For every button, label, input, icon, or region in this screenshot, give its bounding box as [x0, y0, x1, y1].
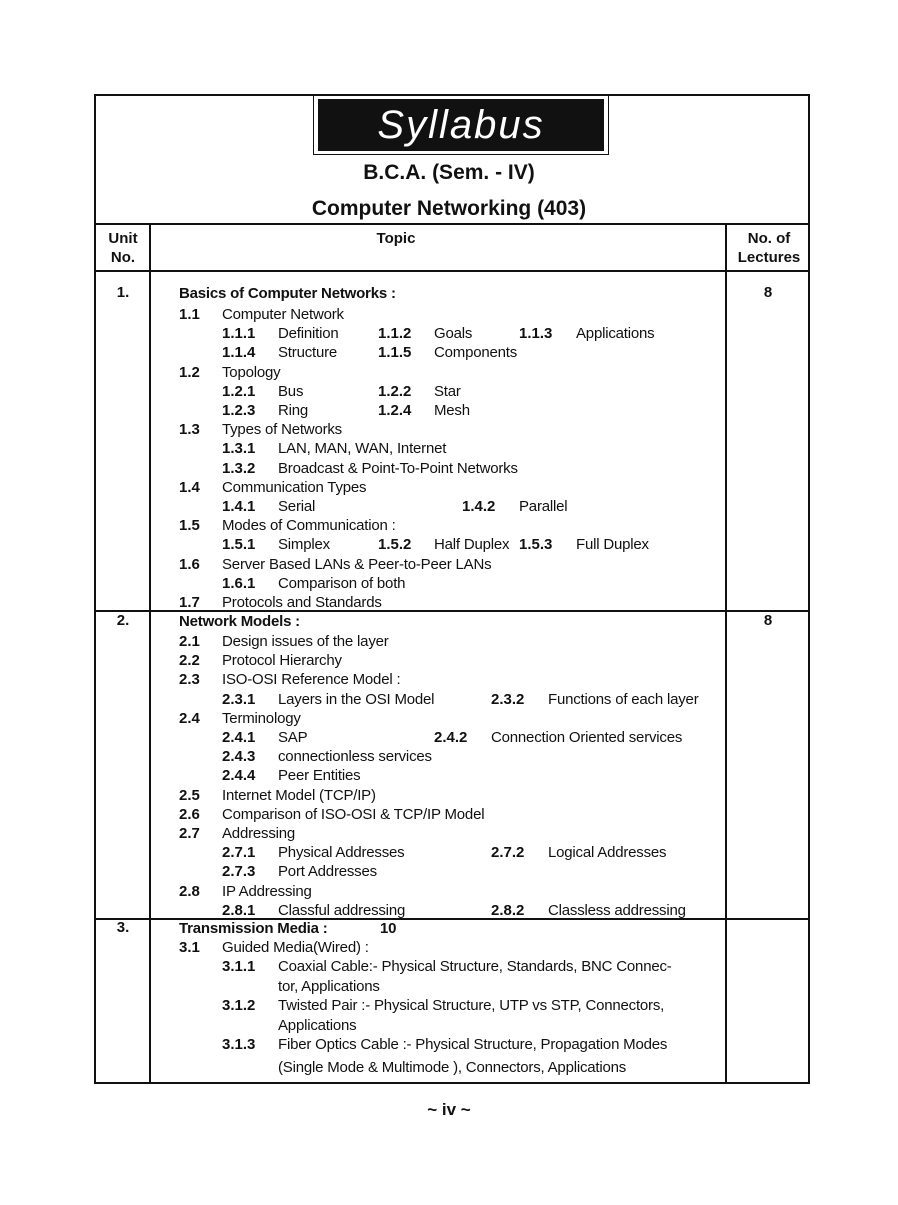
subtopic-text: Parallel	[519, 498, 568, 515]
topic-number: 2.1	[179, 633, 200, 650]
topic-text: Addressing	[222, 825, 296, 842]
topic-number: 1.1	[179, 306, 200, 323]
subtopic-text: Connection Oriented services	[491, 729, 683, 746]
subtopic-number: 2.7.2	[491, 844, 525, 861]
subtopic-number: 1.6.1	[222, 575, 256, 592]
subtopic-text: Coaxial Cable:- Physical Structure, Standards, BNC Connec-	[278, 958, 672, 975]
subtopic-text: Peer Entities	[278, 767, 361, 784]
topic-text: Computer Network	[222, 306, 344, 323]
header-bottom-rule	[94, 270, 810, 272]
subtopic-number: 2.4.3	[222, 748, 256, 765]
unit-number: 3.	[116, 919, 130, 936]
header-top-rule	[94, 223, 810, 225]
topic-number: 1.3	[179, 421, 200, 438]
unit-lectures: 8	[763, 612, 773, 629]
subtopic-number: 1.4.1	[222, 498, 256, 515]
course-title: B.C.A. (Sem. - IV)	[363, 161, 535, 184]
subtopic-number: 2.4.4	[222, 767, 256, 784]
banner-title: Syllabus	[377, 102, 545, 147]
subtopic-number: 2.4.1	[222, 729, 256, 746]
subtopic-number: 1.1.5	[378, 344, 412, 361]
subtopic-number: 2.7.1	[222, 844, 256, 861]
topic-number: 2.6	[179, 806, 200, 823]
subtopic-text: Classless addressing	[548, 902, 686, 919]
subtopic-text: Comparison of both	[278, 575, 406, 592]
subtopic-number: 1.2.4	[378, 402, 412, 419]
topic-number: 2.3	[179, 671, 200, 688]
subtopic-text: Bus	[278, 383, 304, 400]
subtopic-number: 3.1.2	[222, 997, 256, 1014]
subtopic-text: Physical Addresses	[278, 844, 405, 861]
page-number: ~ iv ~	[427, 1100, 471, 1119]
header-unit-line1: Unit	[108, 230, 138, 247]
subtopic-text: Fiber Optics Cable :- Physical Structure, Propagation Modes	[278, 1036, 668, 1053]
subtopic-number: 2.8.2	[491, 902, 525, 919]
subtopic-text: Applications	[278, 1017, 357, 1034]
topic-number: 2.7	[179, 825, 200, 842]
subtopic-number: 1.1.1	[222, 325, 256, 342]
subtopic-number: 1.3.2	[222, 460, 256, 477]
subtopic-text: Applications	[576, 325, 655, 342]
topic-text: ISO-OSI Reference Model :	[222, 671, 401, 688]
topic-text: Topology	[222, 364, 281, 381]
topic-number: 3.1	[179, 939, 200, 956]
header-unit-line2: No.	[110, 249, 136, 266]
subtopic-number: 1.5.1	[222, 536, 256, 553]
subtopic-text: Functions of each layer	[548, 691, 699, 708]
topic-text: Internet Model (TCP/IP)	[222, 787, 376, 804]
topic-text: Design issues of the layer	[222, 633, 389, 650]
topic-number: 2.5	[179, 787, 200, 804]
unit-title: Transmission Media :	[179, 920, 328, 937]
topic-text: Types of Networks	[222, 421, 342, 438]
subtopic-number: 2.4.2	[434, 729, 468, 746]
header-lec-line1: No. of	[747, 230, 791, 247]
unit-title: Network Models :	[179, 613, 300, 630]
subtopic-text: Half Duplex	[434, 536, 510, 553]
topic-number: 2.4	[179, 710, 200, 727]
subtopic-text: SAP	[278, 729, 308, 746]
topic-number: 1.2	[179, 364, 200, 381]
topic-number: 1.5	[179, 517, 200, 534]
subtopic-text: Ring	[278, 402, 309, 419]
subtopic-text: Definition	[278, 325, 339, 342]
subtopic-text: Goals	[434, 325, 473, 342]
topic-text: Modes of Communication :	[222, 517, 396, 534]
header-unit-no	[96, 229, 150, 267]
header-lec-line2: Lectures	[737, 249, 801, 266]
subtopic-text: connectionless services	[278, 748, 432, 765]
unit-lectures: 8	[763, 284, 773, 301]
subtopic-number: 2.7.3	[222, 863, 256, 880]
subtopic-number: 3.1.1	[222, 958, 256, 975]
subtopic-text: Classful addressing	[278, 902, 406, 919]
subtopic-text: Star	[434, 383, 461, 400]
subtopic-number: 1.2.2	[378, 383, 412, 400]
subtopic-text: Components	[434, 344, 518, 361]
topic-text: Protocol Hierarchy	[222, 652, 342, 669]
subtopic-number: 2.8.1	[222, 902, 256, 919]
topic-number: 2.8	[179, 883, 200, 900]
subtopic-number: 1.1.2	[378, 325, 412, 342]
topic-number: 2.2	[179, 652, 200, 669]
topic-text: Communication Types	[222, 479, 367, 496]
topic-text: Comparison of ISO-OSI & TCP/IP Model	[222, 806, 485, 823]
subtopic-text: tor, Applications	[278, 978, 380, 995]
column-rule-lectures	[725, 223, 727, 1084]
subtopic-text: LAN, MAN, WAN, Internet	[278, 440, 447, 457]
subtopic-number: 1.5.2	[378, 536, 412, 553]
subtopic-text: Mesh	[434, 402, 470, 419]
subtopic-number: 1.3.1	[222, 440, 256, 457]
subtopic-text: Logical Addresses	[548, 844, 667, 861]
topic-text: Terminology	[222, 710, 301, 727]
subtopic-text: Structure	[278, 344, 338, 361]
subtopic-text: Full Duplex	[576, 536, 649, 553]
subtopic-number: 2.3.2	[491, 691, 525, 708]
header-lectures	[727, 229, 811, 267]
subtopic-number: 1.5.3	[519, 536, 553, 553]
subtopic-number: 1.4.2	[462, 498, 496, 515]
subtopic-number: 3.1.3	[222, 1036, 256, 1053]
unit-title: Basics of Computer Networks :	[179, 285, 396, 302]
subtopic-text: Simplex	[278, 536, 330, 553]
topic-text: IP Addressing	[222, 883, 312, 900]
topic-text: Guided Media(Wired) :	[222, 939, 369, 956]
subtopic-text: Serial	[278, 498, 316, 515]
subtopic-text: Port Addresses	[278, 863, 377, 880]
topic-number: 1.4	[179, 479, 200, 496]
topic-number: 1.7	[179, 594, 200, 611]
subtopic-number: 1.1.3	[519, 325, 553, 342]
topic-text: Server Based LANs & Peer-to-Peer LANs	[222, 556, 492, 573]
subtopic-text: Twisted Pair :- Physical Structure, UTP vs STP, Connectors,	[278, 997, 665, 1014]
unit-title-extra: 10	[380, 920, 397, 937]
column-rule-unit	[149, 223, 151, 1084]
syllabus-banner	[318, 99, 604, 151]
subtopic-number: 1.1.4	[222, 344, 256, 361]
subtopic-number: 1.2.3	[222, 402, 256, 419]
topic-text: Protocols and Standards	[222, 594, 382, 611]
unit-number: 1.	[116, 284, 130, 301]
unit-number: 2.	[116, 612, 130, 629]
subtopic-text: Broadcast & Point-To-Point Networks	[278, 460, 518, 477]
subtopic-text: (Single Mode & Multimode ), Connectors, Applications	[278, 1059, 627, 1076]
header-topic: Topic	[376, 230, 416, 247]
subtopic-text: Layers in the OSI Model	[278, 691, 435, 708]
topic-number: 1.6	[179, 556, 200, 573]
subtopic-number: 2.3.1	[222, 691, 256, 708]
subtopic-number: 1.2.1	[222, 383, 256, 400]
subject-title: Computer Networking (403)	[311, 197, 587, 220]
